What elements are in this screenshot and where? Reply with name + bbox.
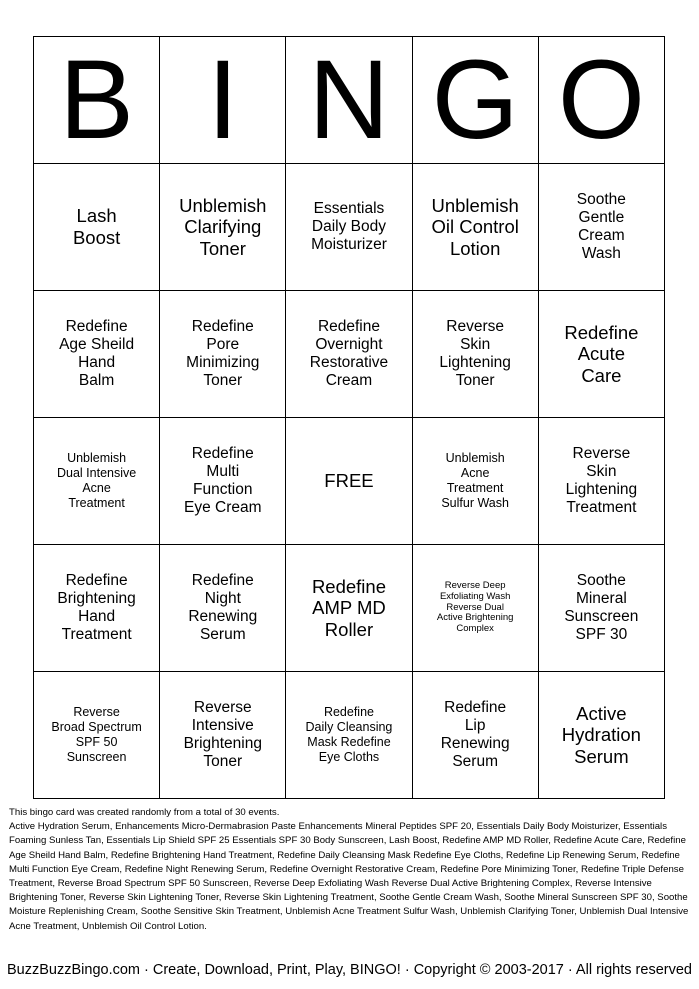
cell-text: Redefine Age Sheild Hand Balm [59, 317, 135, 390]
bingo-cell [538, 291, 664, 418]
free-space-cell [286, 418, 412, 545]
grid-row-2 [34, 291, 665, 418]
bingo-cell [34, 418, 160, 545]
bingo-cell [34, 164, 160, 291]
cell-text: Reverse Skin Lightening Treatment [565, 444, 638, 517]
cell-text: Redefine Acute Care [564, 321, 639, 386]
cell-text: Soothe Mineral Sunscreen SPF 30 [564, 571, 639, 644]
grid-row-4 [34, 545, 665, 672]
bingo-cell [538, 545, 664, 672]
cell-text: Redefine Night Renewing Serum [188, 571, 258, 644]
cell-text: Redefine Daily Cleansing Mask Redefine Eye Cloths [305, 705, 393, 764]
header-letter-n: N [286, 37, 412, 164]
bingo-cell [160, 545, 286, 672]
bingo-cell [160, 418, 286, 545]
bingo-cell [160, 164, 286, 291]
cell-text: Redefine Overnight Restorative Cream [309, 317, 389, 390]
grid-row-1 [34, 164, 665, 291]
cell-text: Unblemish Oil Control Lotion [431, 194, 519, 259]
cell-text: Unblemish Acne Treatment Sulfur Wash [441, 451, 509, 510]
bingo-cell [286, 545, 412, 672]
cell-text: Reverse Deep Exfoliating Wash Reverse Dual Active Brightening Complex [436, 579, 514, 635]
bingo-cell [412, 291, 538, 418]
bingo-cell [412, 545, 538, 672]
cell-text: Redefine Brightening Hand Treatment [57, 571, 136, 644]
bingo-cell [538, 418, 664, 545]
info-intro: This bingo card was created randomly from a total of 30 events. [9, 807, 280, 818]
bingo-cell [34, 291, 160, 418]
bingo-cell [412, 418, 538, 545]
cell-text: Soothe Gentle Cream Wash [576, 190, 626, 263]
info-event-list: Active Hydration Serum, Enhancements Micro-Dermabrasion Paste Enhancements Mineral Peptides SPF 20, Essentials Daily Body Moisturizer, Essentials Foaming Sunless Tan, Essentials Lip Shield SPF 25 Essentials SPF 30 Body Sunscreen, Lash Boost, Redefine AMP MD Roller, Redefine Acute Care, Redefine Age Sheild Hand Balm, Redefine Brightening Hand Treatment, Redefine Daily Cleansing Mask Redefine Eye Cloths, Redefine Lip Renewing Serum, Redefine Multi Function Eye Cream, Redefine Night Renewing Serum, Redefine Overnight Restorative Cream, Redefine Pore Minimizing Toner, Redefine Triple Defense Treatment, Reverse Broad Spectrum SPF 50 Sunscreen, Reverse Deep Exfoliating Wash Reverse Dual Active Brightening Complex, Reverse Intensive Brightening Toner, Reverse Skin Lightening Toner, Reverse Skin Lightening Treatment, Soothe Gentle Cream Wash, Soothe Mineral Sunscreen SPF 30, Soothe Moisture Replenishing Cream, Soothe Sensitive Skin Treatment, Unblemish Acne Treatment Sulfur Wash, Unblemish Clarifying Toner, Unblemish Dual Intensive Acne Treatment, Unblemish Oil Control Lotion. [9, 821, 689, 932]
event-info [9, 806, 692, 934]
bingo-cell [286, 672, 412, 799]
cell-text: Unblemish Dual Intensive Acne Treatment [56, 451, 137, 510]
cell-text: Active Hydration Serum [561, 702, 641, 767]
bingo-cell [286, 291, 412, 418]
bingo-cell [34, 672, 160, 799]
bingo-card [33, 36, 665, 799]
header-letter-b: B [34, 37, 160, 164]
grid-row-3 [34, 418, 665, 545]
cell-text: Redefine Pore Minimizing Toner [186, 317, 260, 390]
header-row [34, 37, 665, 164]
bingo-cell [286, 164, 412, 291]
header-letter-i: I [160, 37, 286, 164]
cell-text: Reverse Skin Lightening Toner [439, 317, 511, 390]
cell-text: Reverse Intensive Brightening Toner [183, 698, 262, 771]
header-letter-g: G [412, 37, 538, 164]
cell-text: Essentials Daily Body Moisturizer [311, 199, 387, 254]
grid-row-5 [34, 672, 665, 799]
bingo-cell [34, 545, 160, 672]
cell-text: Redefine AMP MD Roller [311, 575, 386, 640]
cell-text: Redefine Multi Function Eye Cream [184, 444, 262, 517]
cell-text: FREE [324, 470, 374, 492]
cell-text: Unblemish Clarifying Toner [179, 194, 267, 259]
bingo-cell [412, 164, 538, 291]
bingo-cell [538, 672, 664, 799]
cell-text: Reverse Broad Spectrum SPF 50 Sunscreen [51, 705, 142, 764]
bingo-cell [160, 291, 286, 418]
bingo-cell [412, 672, 538, 799]
cell-text: Lash Boost [72, 205, 121, 248]
cell-text: Redefine Lip Renewing Serum [440, 698, 510, 771]
header-letter-o: O [538, 37, 664, 164]
bingo-cell [538, 164, 664, 291]
footer-copyright: BuzzBuzzBingo.com · Create, Download, Print, Play, BINGO! · Copyright © 2003-2017 · All rights reserved [7, 962, 692, 978]
bingo-cell [160, 672, 286, 799]
